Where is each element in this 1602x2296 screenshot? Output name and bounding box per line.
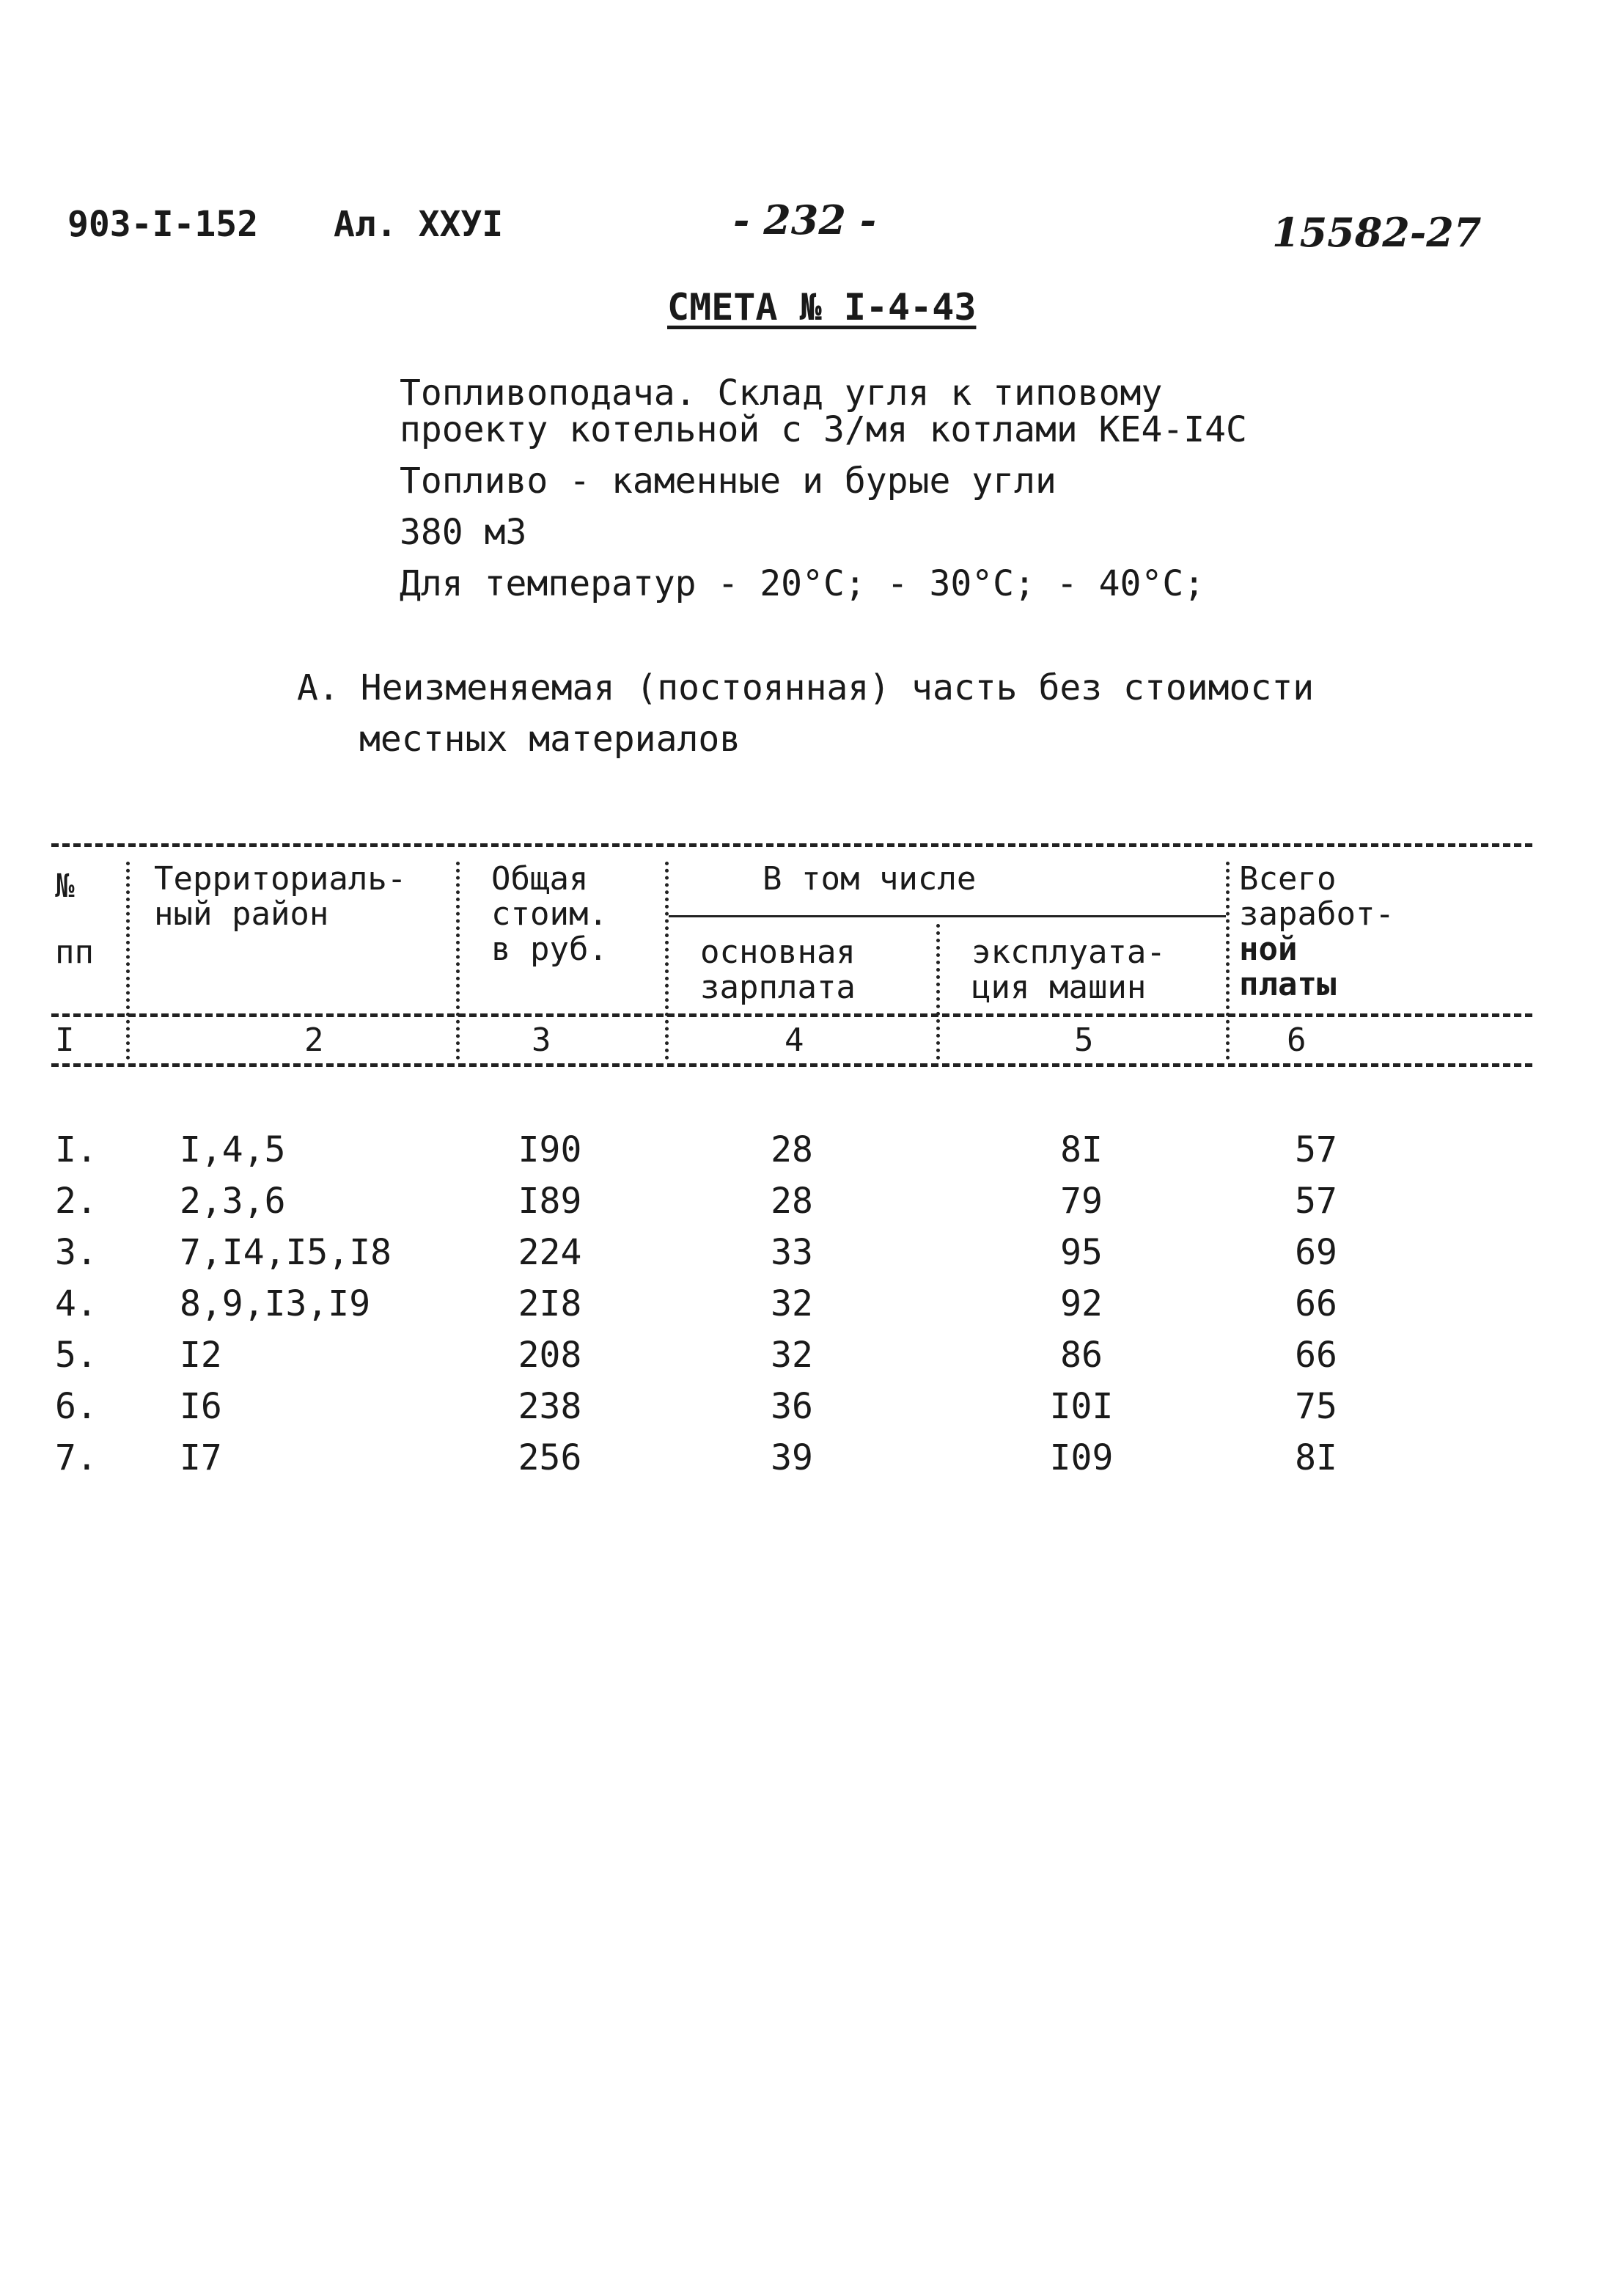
header-total-wage-3: ной [1239,931,1298,968]
row-machines: 8I [1060,1129,1103,1170]
row-wage: 33 [771,1232,813,1273]
table-top-rule [51,843,1532,847]
header-total-cost-3: в руб. [491,931,608,968]
row-total: I89 [518,1181,582,1222]
page-number: - 232 - [733,197,877,243]
column-number: 4 [785,1022,804,1059]
row-wage: 28 [771,1129,813,1170]
row-machines: 79 [1060,1181,1103,1222]
header-number: № [55,868,75,905]
row-machines: I09 [1049,1437,1114,1478]
row-wage: 32 [771,1283,813,1324]
row-number: I. [55,1129,98,1170]
column-number: 6 [1287,1022,1307,1059]
row-all-wage: 69 [1295,1232,1337,1273]
document-code: 903-I-152 [67,204,259,245]
row-region: I6 [180,1386,222,1427]
section-subheading: местных материалов [359,719,741,760]
row-region: 2,3,6 [180,1181,286,1222]
header-machines-2: ция машин [971,969,1147,1006]
description-line-1: Топливоподача. Склад угля к типовому [400,373,1163,414]
header-base-wage: основная [700,934,856,971]
row-number: 2. [55,1181,98,1222]
description-line-4: 380 м3 [400,512,527,553]
row-machines: 86 [1060,1335,1103,1376]
estimate-title: СМЕТА № I-4-43 [667,286,977,329]
row-wage: 28 [771,1181,813,1222]
sheet-number: 15582-27 [1272,209,1482,256]
column-divider [665,862,669,1060]
row-machines: 92 [1060,1283,1103,1324]
header-mid-rule [51,1013,1532,1017]
column-divider [126,862,130,1060]
row-all-wage: 57 [1295,1129,1337,1170]
group-rule [669,915,1226,917]
row-all-wage: 57 [1295,1181,1337,1222]
row-region: I2 [180,1335,222,1376]
column-divider [1226,862,1230,1060]
row-number: 4. [55,1283,98,1324]
row-machines: I0I [1049,1386,1114,1427]
description-line-5: Для температур - 20°С; - 30°С; - 40°С; [400,563,1205,604]
row-all-wage: 66 [1295,1283,1337,1324]
album-number: Ал. XXУI [334,204,504,245]
row-total: 224 [518,1232,582,1273]
row-total: 2I8 [518,1283,582,1324]
row-total: I90 [518,1129,582,1170]
row-machines: 95 [1060,1232,1103,1273]
row-number: 7. [55,1437,98,1478]
header-region-sub: ный район [154,895,329,933]
column-number: 5 [1074,1022,1094,1059]
row-all-wage: 8I [1295,1437,1337,1478]
header-including: В том числе [763,860,977,898]
column-number: I [55,1022,75,1059]
row-wage: 36 [771,1386,813,1427]
header-total-cost-2: стоим. [491,895,608,933]
header-total-cost: Общая [491,860,589,898]
column-divider [456,862,460,1060]
header-number-sub: пп [55,934,94,971]
header-machines: эксплуата- [971,934,1166,971]
row-region: 7,I4,I5,I8 [180,1232,392,1273]
row-total: 208 [518,1335,582,1376]
row-total: 238 [518,1386,582,1427]
row-number: 5. [55,1335,98,1376]
header-base-wage-2: зарплата [700,969,856,1006]
header-total-wage-2: заработ- [1239,895,1395,933]
header-region: Территориаль- [154,860,407,898]
row-all-wage: 75 [1295,1386,1337,1427]
column-divider [936,924,940,1060]
row-region: 8,9,I3,I9 [180,1283,371,1324]
section-heading: А. Неизменяемая (постоянная) часть без стоимости [297,667,1315,708]
header-bottom-rule [51,1063,1532,1067]
row-number: 6. [55,1386,98,1427]
header-total-wage-4: платы [1239,966,1337,1003]
column-number: 2 [304,1022,324,1059]
row-wage: 39 [771,1437,813,1478]
header-total-wage: Всего [1239,860,1337,898]
row-total: 256 [518,1437,582,1478]
description-line-2: проекту котельной с 3/мя котлами КЕ4-I4С [400,409,1247,450]
column-number: 3 [532,1022,551,1059]
row-region: I7 [180,1437,222,1478]
description-line-3: Топливо - каменные и бурые угли [400,461,1057,502]
row-wage: 32 [771,1335,813,1376]
row-all-wage: 66 [1295,1335,1337,1376]
row-number: 3. [55,1232,98,1273]
row-region: I,4,5 [180,1129,286,1170]
